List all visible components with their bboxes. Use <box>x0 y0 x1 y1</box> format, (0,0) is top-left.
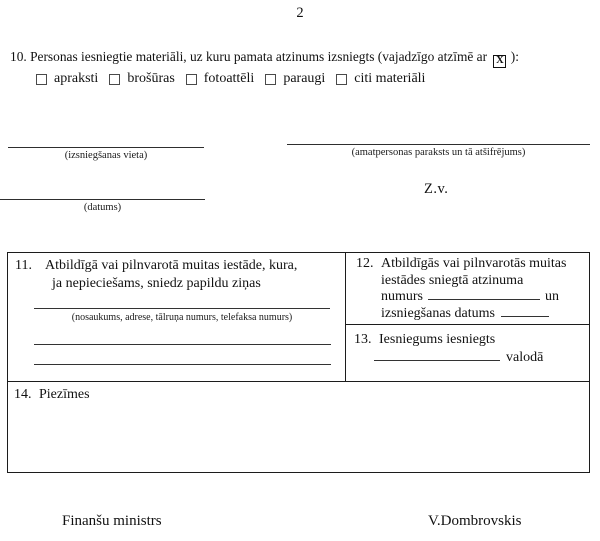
blank-line <box>428 289 540 300</box>
cell-13-text: Iesniegums iesniegts <box>379 332 496 347</box>
cell-12-text: un <box>545 289 559 304</box>
seal-label: Z.v. <box>424 181 449 197</box>
footer-minister-name: V.Dombrovskis <box>428 513 522 529</box>
checkbox-option-brosuras <box>109 71 174 87</box>
checkbox-icon <box>186 74 197 85</box>
checkbox-icon <box>265 74 276 85</box>
section-10-heading <box>10 49 600 68</box>
checkbox-label: fotoattēli <box>203 71 255 86</box>
cell-13-number: 13. <box>354 332 372 347</box>
checkbox-label: citi materiāli <box>354 71 426 86</box>
table-row-top <box>8 253 589 382</box>
cell-12-opinion-number-and-date <box>346 253 589 325</box>
issue-place-caption: (izsniegšanas vieta) <box>64 150 148 161</box>
checked-box-icon: X <box>493 55 506 68</box>
checkbox-option-fotoatteli <box>186 71 255 87</box>
cell-14-remarks <box>8 382 589 472</box>
official-signature-line <box>287 144 590 145</box>
blank-line <box>501 306 549 317</box>
cell-11-number: 11. <box>15 258 32 273</box>
page-number: 2 <box>296 5 304 21</box>
cell-14-text: Piezīmes <box>39 387 90 402</box>
cell-12-text-line <box>381 273 585 290</box>
cell-12-text-line <box>381 289 585 306</box>
cell-12-number: 12. <box>356 256 374 271</box>
cell-11-text: ja nepieciešams, sniedz papildu ziņas <box>52 276 261 291</box>
blank-line <box>34 308 330 309</box>
cell-11-text: Atbildīgā vai pilnvarotā muitas iestāde, kura, <box>45 258 298 273</box>
cell-11-text-line <box>15 257 339 275</box>
checkbox-icon <box>336 74 347 85</box>
checkbox-icon <box>36 74 47 85</box>
footer-minister-title: Finanšu ministrs <box>62 513 162 529</box>
checkbox-icon <box>109 74 120 85</box>
cell-14-number: 14. <box>14 387 32 402</box>
cell-12-text-line <box>356 256 585 273</box>
blank-line <box>34 344 331 345</box>
blank-line <box>34 364 331 365</box>
checkbox-label: apraksti <box>54 71 99 86</box>
date-caption: (datums) <box>83 202 122 213</box>
materials-options-row <box>36 71 425 87</box>
details-table <box>7 252 590 473</box>
blank-line <box>374 350 500 361</box>
table-right-column <box>346 253 589 381</box>
cell-12-text: izsniegšanas datums <box>381 305 495 321</box>
cell-12-text-line <box>381 306 585 323</box>
checkbox-label: brošūras <box>127 71 175 86</box>
cell-11-responsible-customs-office <box>8 253 346 381</box>
checkbox-option-apraksti <box>36 71 98 87</box>
checkbox-option-paraugi <box>265 71 325 87</box>
issue-place-line <box>8 147 204 148</box>
cell-13-text-line <box>354 331 585 349</box>
cell-12-text: Atbildīgās vai pilnvarotās muitas <box>381 256 567 271</box>
cell-12-text: numurs <box>381 289 423 304</box>
checkbox-label: paraugi <box>283 71 326 86</box>
cell-13-text-line <box>354 349 585 367</box>
cell-13-text: valodā <box>506 350 544 365</box>
cell-11-caption: (nosaukums, adrese, tālruņa numurs, telefaksa numurs) <box>71 312 293 323</box>
official-signature-caption: (amatpersonas paraksts un tā atšifrējums) <box>351 147 526 158</box>
section-10-label: 10. Personas iesniegtie materiāli, uz kuru pamata atzinums izsniegts (vajadzīgo atzīmē ar <box>10 49 488 64</box>
cell-11-text-line <box>52 275 339 293</box>
cell-13-application-language <box>346 325 589 381</box>
date-line <box>0 199 205 200</box>
checkbox-option-citi-materiali <box>336 71 425 87</box>
cell-12-text: iestādes sniegtā atzinuma <box>381 272 524 288</box>
section-10-label-suffix: ): <box>510 49 519 64</box>
